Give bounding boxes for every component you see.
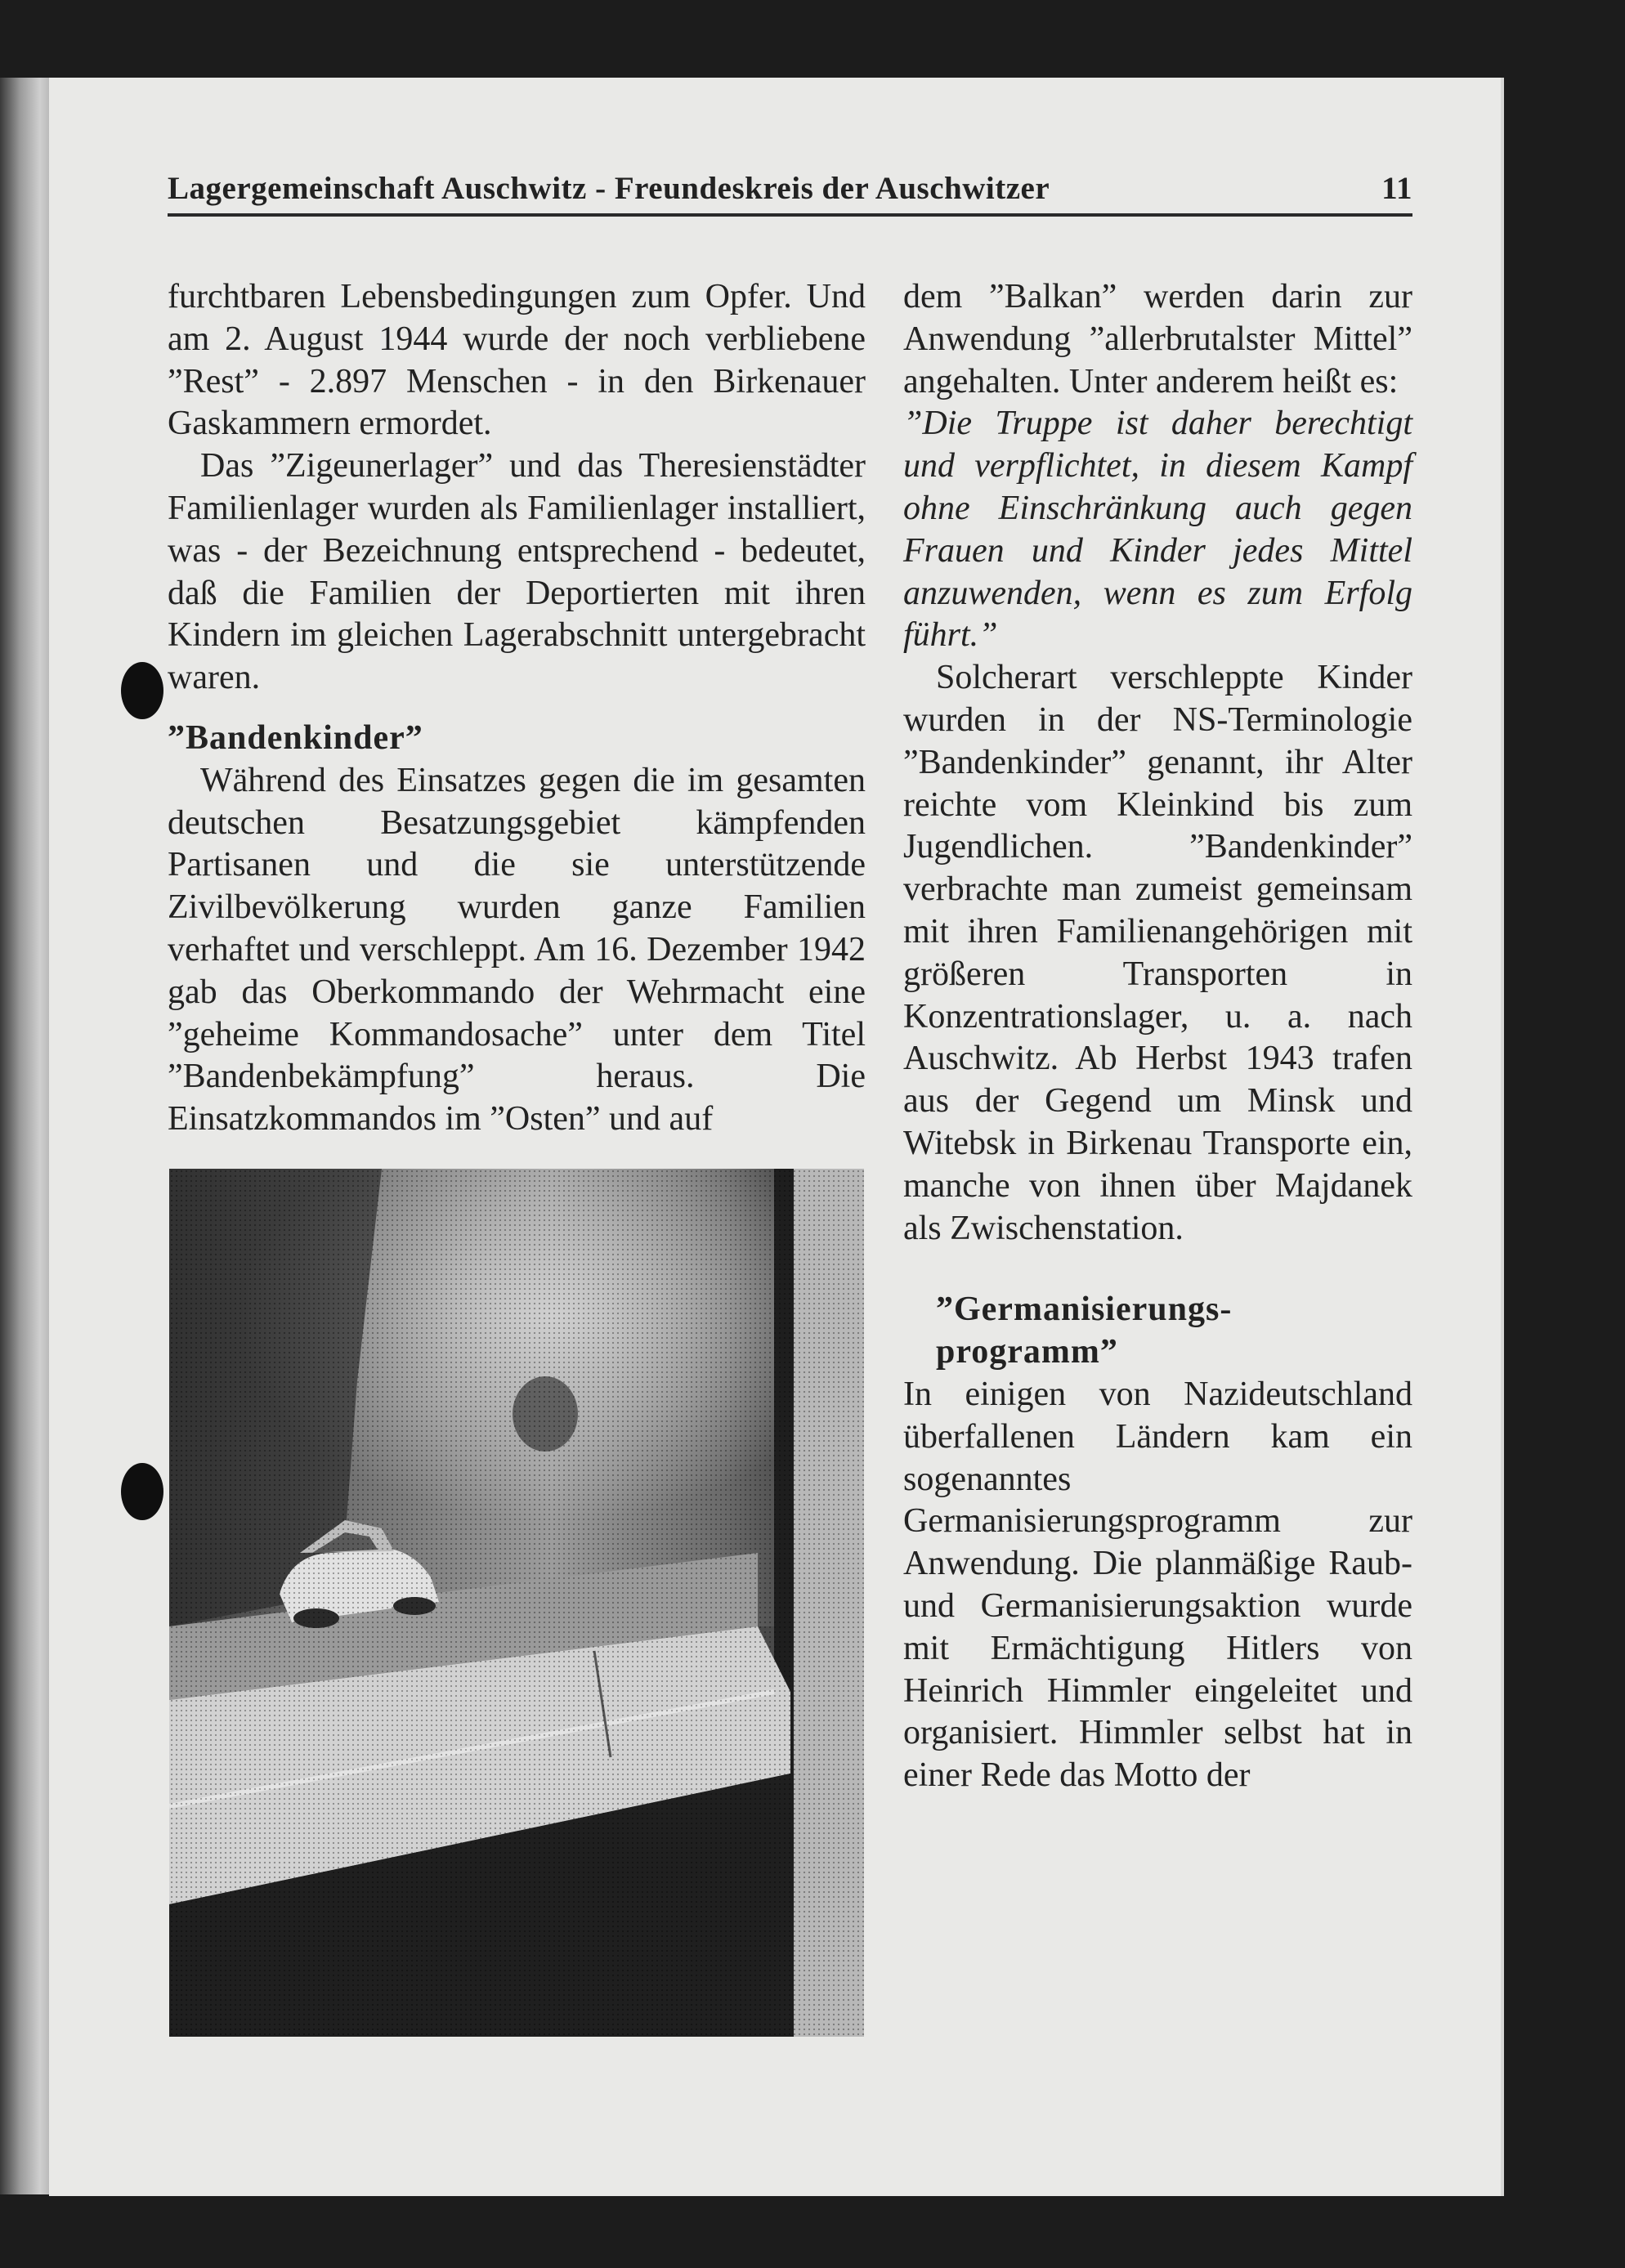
header-title: Lagergemeinschaft Auschwitz - Freundeskreis der Auschwitzer [168,171,1050,206]
quote: ”Die Truppe ist daher berechtigt und verpflichtet, in diesem Kampf ohne Einschränkung auch gegen Frauen und Kinder jedes Mittel anzuwenden, wenn es zum Erfolg führt.” [903,405,1412,655]
page-sheet [49,78,1501,2196]
paragraph: furchtbaren Lebensbedingungen zum Opfer. Und am 2. August 1944 wurde der noch verbliebene ”Rest” - 2.897 Menschen - in den Birkenauer Gaskammern ermordet. [168,278,866,443]
paragraph: In einigen von Nazideutschland überfallenen Ländern kam ein sogenanntes Germanisierungsprogramm zur Anwendung. Die planmäßige Raub- und Germanisierungsaktion wurde mit Ermächtigung Hitlers von Heinrich Himmler eingeleitet und organisiert. Himmler selbst hat in einer Rede das Motto der [903,1375,1412,1795]
paragraph: Während des Einsatzes gegen die im gesamten deutschen Besatzungsgebiet kämpfenden Partisanen und die sie unterstützende Zivilbevölkerung wurden ganze Familien verhaftet und verschleppt. Am 16. Dezember 1942 gab das Oberkommando der Wehrmacht eine ”geheime Kommandosache” unter dem Titel ”Bandenbekämpfung” heraus. Die Einsatzkommandos im ”Osten” und auf [168,761,866,1138]
paragraph: Solcherart verschleppte Kinder wurden in der NS-Terminologie ”Bandenkinder” genannt, ihr Alter reichte vom Kleinkind bis zum Jugendlichen. ”Bandenkinder” verbrachte man zumeist gemeinsam mit ihren Familienangehörigen mit größeren Transporten in Konzentrationslager, u. a. nach Auschwitz. Ab Herbst 1943 trafen aus der Gegend um Minsk und Witebsk in Birkenau Transporte ein, manche von ihnen über Majdanek als Zwischenstation. [903,659,1412,1247]
right-column [903,276,1412,1797]
page-number: 11 [1381,171,1412,206]
paragraph: Das ”Zigeunerlager” und das Theresienstädter Familienlager wurden als Familienlager installiert, was - der Bezeichnung entsprechend - bedeutet, daß die Familien der Deportierten mit ihren Kindern im gleichen Lagerabschnitt untergebracht waren. [168,447,866,697]
punch-hole-top [121,662,163,719]
section-heading: ”Bandenkinder” [168,718,423,757]
photo [169,1169,864,2037]
punch-hole-bottom [121,1463,163,1520]
paragraph: dem ”Balkan” werden darin zur Anwendung ”allerbrutalster Mittel” angehalten. Unter anderem heißt es: [903,278,1412,400]
section-heading: ”Germanisierungs-programm” [936,1291,1233,1371]
running-header [168,168,1412,217]
left-column [168,276,866,1141]
